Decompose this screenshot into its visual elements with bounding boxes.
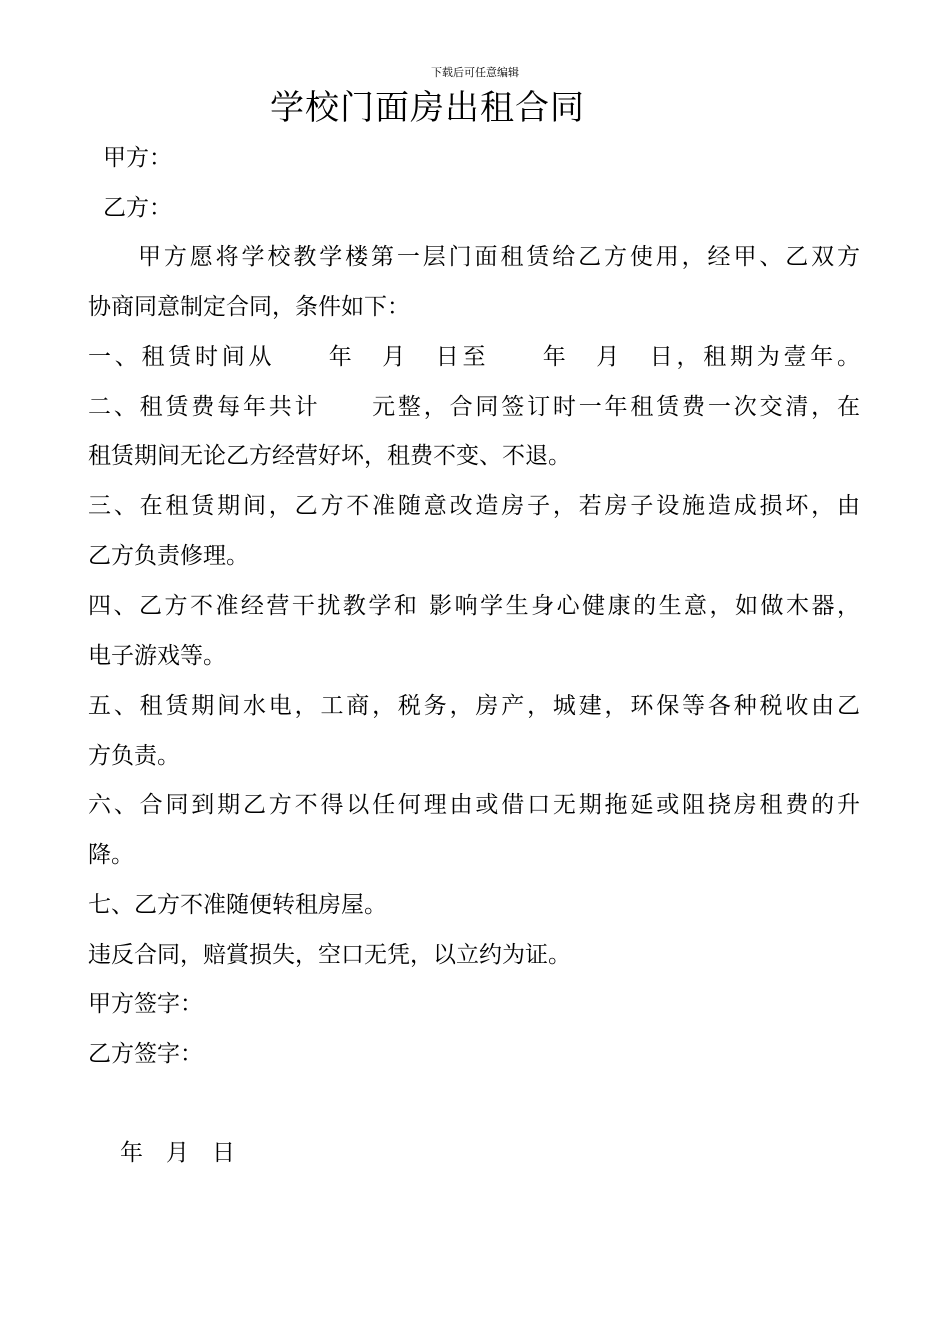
clause-3-line-1: 三、在租赁期间，乙方不准随意改造房子，若房子设施造成损坏，由: [88, 493, 860, 519]
clause-5-line-1: 五、租赁期间水电，工商，税务，房产，城建，环保等各种税收由乙: [88, 693, 860, 719]
clause-3-line-2: 乙方负责修理。: [88, 543, 249, 569]
closing-statement: 违反合同，赔賞损失，空口无凭，以立约为证。: [88, 942, 571, 968]
clause-1: 一、租赁时间从 年 月 日至 年 月 日，租期为壹年。: [88, 344, 860, 370]
party-a-signature: 甲方签字：: [88, 991, 203, 1017]
clause-7: 七、乙方不准随便转租房屋。: [88, 892, 387, 918]
party-b-label: 乙方：: [103, 195, 172, 221]
clause-6-line-1: 六、合同到期乙方不得以任何理由或借口无期拖延或阻挠房租费的升: [88, 792, 860, 818]
date-line: 年 月 日: [120, 1140, 235, 1166]
clause-4-line-2: 电子游戏等。: [88, 643, 226, 669]
clause-4-line-1: 四、乙方不准经营干扰教学和 影响学生身心健康的生意，如做木器，: [88, 593, 860, 619]
party-a-label: 甲方：: [103, 145, 172, 171]
clause-6-line-2: 降。: [88, 842, 134, 868]
document-title: 学校门面房出租合同: [270, 88, 585, 128]
header-note: 下载后可任意编辑: [431, 66, 519, 79]
party-b-signature: 乙方签字：: [88, 1041, 203, 1067]
clause-2-line-2: 租赁期间无论乙方经营好坏，租费不变、不退。: [88, 443, 571, 469]
intro-line-1: 甲方愿将学校教学楼第一层门面租赁给乙方使用，经甲、乙双方: [138, 244, 860, 270]
intro-line-2: 协商同意制定合同，条件如下：: [88, 294, 410, 320]
clause-2-line-1: 二、租赁费每年共计 元整，合同签订时一年租赁费一次交清，在: [88, 394, 860, 420]
clause-5-line-2: 方负责。: [88, 743, 180, 769]
